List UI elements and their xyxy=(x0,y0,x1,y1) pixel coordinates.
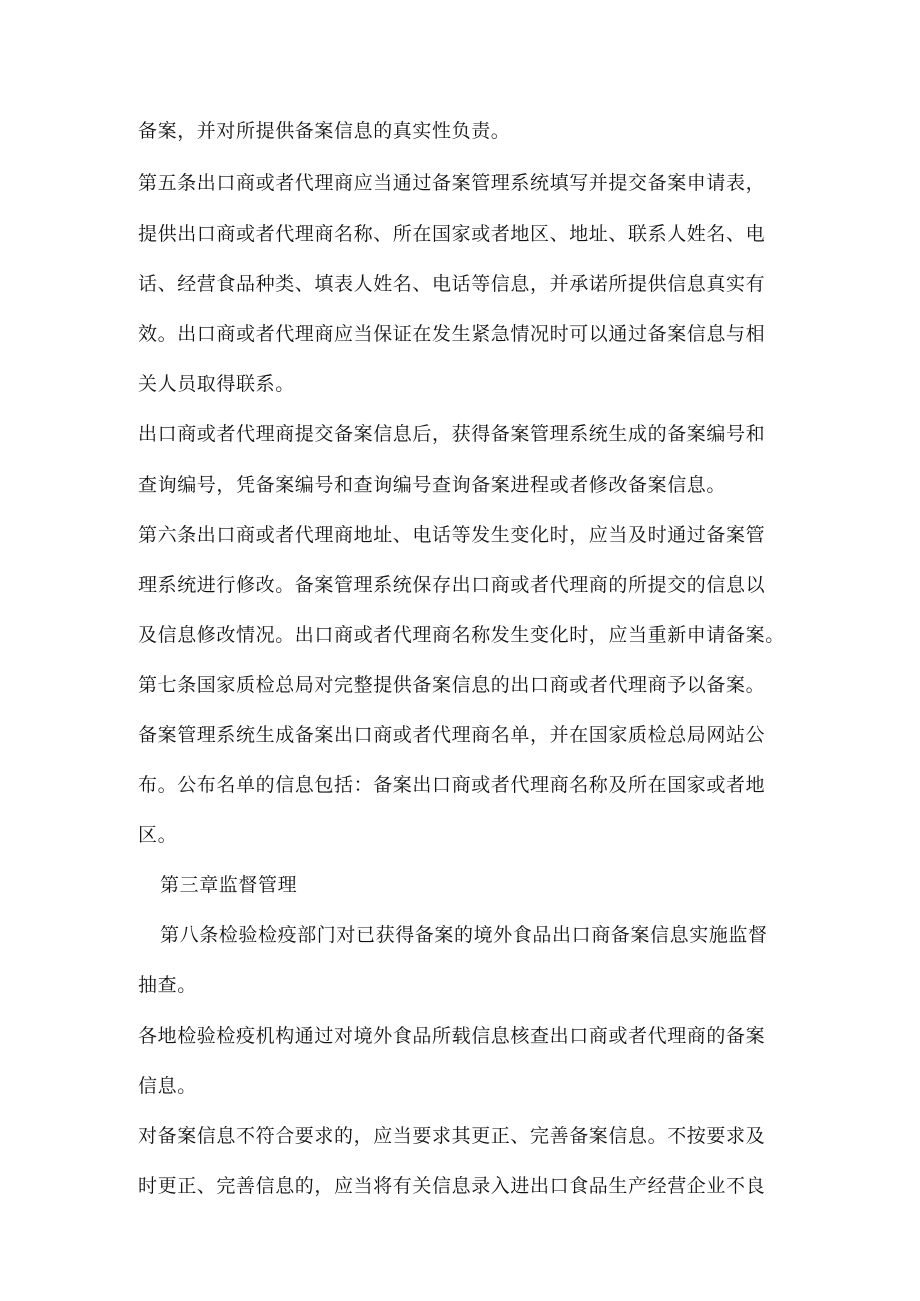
article-8-line: 第八条检验检疫部门对已获得备案的境外食品出口商备案信息实施监督 xyxy=(160,924,768,946)
article-6-line: 第六条出口商或者代理商地址、电话等发生变化时，应当及时通过备案管 xyxy=(138,524,766,546)
text-line: 信息。 xyxy=(138,1075,197,1097)
text-line: 备案管理系统生成备案出口商或者代理商名单，并在国家质检总局网站公 xyxy=(138,724,766,746)
text-line: 备案，并对所提供备案信息的真实性负责。 xyxy=(138,120,511,142)
text-line: 抽查。 xyxy=(138,974,197,996)
text-line: 效。出口商或者代理商应当保证在发生紧急情况时可以通过备案信息与相 xyxy=(138,323,766,345)
text-line: 出口商或者代理商提交备案信息后，获得备案管理系统生成的备案编号和 xyxy=(138,423,766,445)
text-line: 理系统进行修改。备案管理系统保存出口商或者代理商的所提交的信息以 xyxy=(138,574,766,596)
text-line: 提供出口商或者代理商名称、所在国家或者地区、地址、联系人姓名、电 xyxy=(138,223,766,245)
text-line: 关人员取得联系。 xyxy=(138,373,295,395)
text-line: 布。公布名单的信息包括：备案出口商或者代理商名称及所在国家或者地 xyxy=(138,774,766,796)
article-7-line: 第七条国家质检总局对完整提供备案信息的出口商或者代理商予以备案。 xyxy=(138,674,766,696)
article-5-line: 第五条出口商或者代理商应当通过备案管理系统填写并提交备案申请表， xyxy=(138,172,766,194)
text-line: 区。 xyxy=(138,824,178,846)
text-line: 查询编号，凭备案编号和查询编号查询备案进程或者修改备案信息。 xyxy=(138,474,727,496)
text-line: 及信息修改情况。出口商或者代理商名称发生变化时，应当重新申请备案。 xyxy=(138,624,785,646)
text-line: 各地检验检疫机构通过对境外食品所载信息核查出口商或者代理商的备案 xyxy=(138,1025,766,1047)
text-line: 对备案信息不符合要求的，应当要求其更正、完善备案信息。不按要求及 xyxy=(138,1125,766,1147)
text-line: 时更正、完善信息的，应当将有关信息录入进出口食品生产经营企业不良 xyxy=(138,1175,766,1197)
text-line: 话、经营食品种类、填表人姓名、电话等信息，并承诺所提供信息真实有 xyxy=(138,273,766,295)
chapter-heading: 第三章监督管理 xyxy=(160,874,298,896)
